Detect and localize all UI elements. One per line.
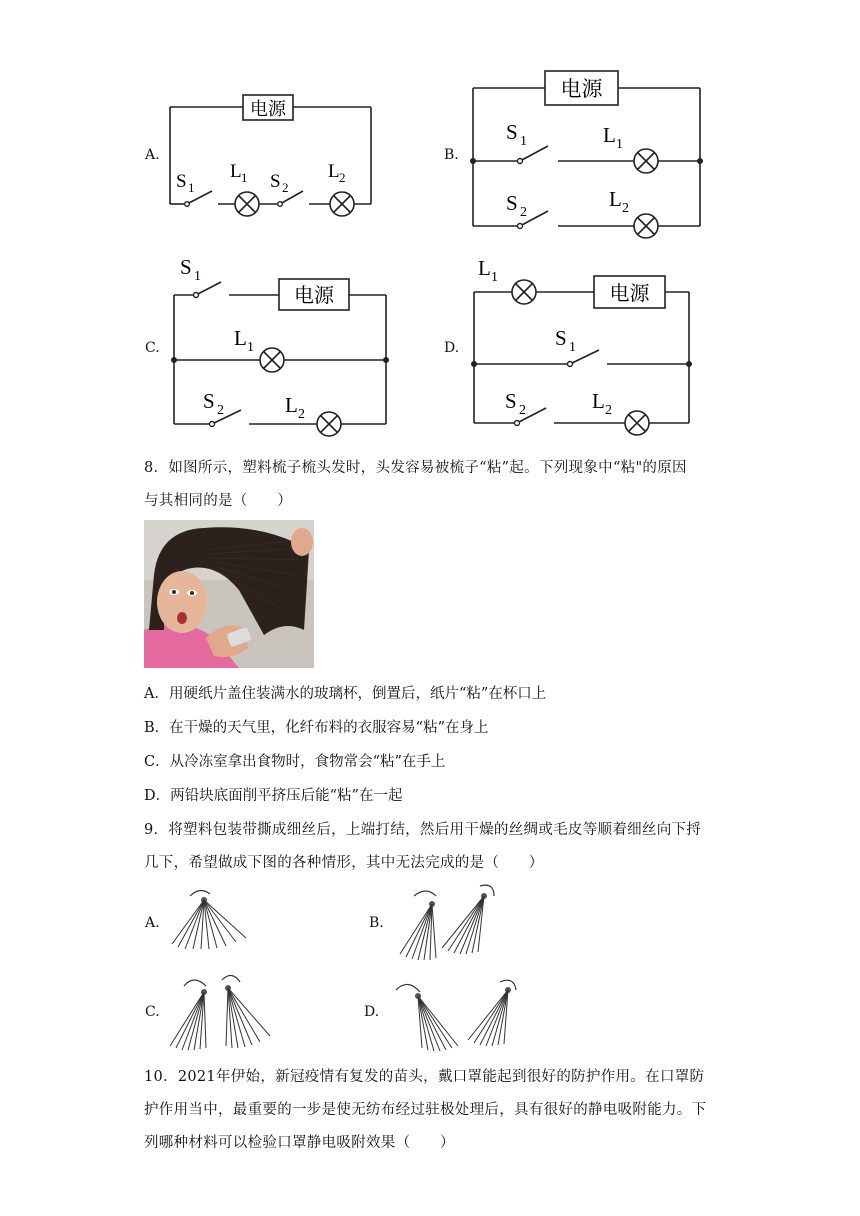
lamp-l2-icon bbox=[634, 214, 658, 238]
svg-text:2: 2 bbox=[519, 403, 526, 418]
q8-answer-b[interactable]: B．在干燥的天气里，化纤布料的衣服容易“粘”在身上 bbox=[144, 720, 489, 736]
svg-text:2: 2 bbox=[622, 201, 629, 216]
strand-figure-b bbox=[396, 882, 508, 962]
power-label: 电源 bbox=[250, 99, 286, 119]
lamp-l1-icon bbox=[260, 348, 284, 372]
svg-text:1: 1 bbox=[188, 180, 195, 195]
svg-text:S: S bbox=[203, 389, 215, 413]
option-c-label: C. bbox=[145, 340, 160, 356]
q9-text-line1: 9．将塑料包装带撕成细丝后，上端打结，然后用干燥的丝绸或毛皮等顺着细丝向下捋 bbox=[144, 822, 702, 838]
hair-comb-photo bbox=[144, 520, 314, 668]
circuit-diagram-a bbox=[160, 88, 390, 220]
q8-text-line2: 与其相同的是（ ） bbox=[144, 493, 292, 509]
svg-text:2: 2 bbox=[339, 170, 346, 185]
option-b-label: B. bbox=[444, 147, 459, 163]
option-d-label: D. bbox=[444, 340, 460, 356]
lamp-l2-icon bbox=[625, 411, 649, 435]
lamp-l2-icon bbox=[317, 412, 341, 436]
q9-option-c-label[interactable]: C. bbox=[145, 1004, 160, 1020]
svg-text:L: L bbox=[603, 123, 616, 147]
svg-text:1: 1 bbox=[616, 137, 623, 152]
q8-answer-d[interactable]: D．两铅块底面削平挤压后能“粘”在一起 bbox=[144, 788, 403, 804]
svg-text:2: 2 bbox=[520, 205, 527, 220]
svg-text:S: S bbox=[180, 255, 192, 279]
svg-text:2: 2 bbox=[605, 403, 612, 418]
svg-text:S: S bbox=[505, 389, 517, 413]
svg-text:L: L bbox=[230, 161, 242, 182]
q9-option-b-label[interactable]: B. bbox=[369, 915, 384, 931]
svg-text:2: 2 bbox=[282, 180, 289, 195]
lamp-l2-icon bbox=[330, 192, 354, 216]
svg-text:L: L bbox=[609, 187, 622, 211]
circuit-diagram-c bbox=[163, 254, 398, 438]
q8-answer-a[interactable]: A．用硬纸片盖住装满水的玻璃杯，倒置后，纸片“粘”在杯口上 bbox=[144, 686, 547, 702]
q10-text-line1: 10．2021年伊始，新冠疫情有复发的苗头，戴口罩能起到很好的防护作用。在口罩防 bbox=[144, 1069, 705, 1085]
circuit-diagram-d bbox=[464, 255, 704, 438]
q9-text-line2: 几下，希望做成下图的各种情形，其中无法完成的是（ ） bbox=[144, 855, 544, 871]
svg-text:S: S bbox=[270, 171, 281, 192]
strand-figure-c bbox=[166, 970, 278, 1052]
svg-text:1: 1 bbox=[520, 134, 527, 149]
q9-option-d-label[interactable]: D. bbox=[364, 1004, 380, 1020]
svg-text:S: S bbox=[555, 326, 567, 350]
svg-text:2: 2 bbox=[217, 403, 224, 418]
svg-text:L: L bbox=[592, 389, 605, 413]
q10-text-line2: 护作用当中，最重要的一步是使无纺布经过驻极处理后，具有很好的静电吸附能力。下 bbox=[144, 1102, 707, 1118]
lamp-l1-icon bbox=[634, 149, 658, 173]
svg-text:电源: 电源 bbox=[560, 77, 603, 101]
svg-text:2: 2 bbox=[298, 407, 305, 422]
strand-figure-d bbox=[392, 976, 526, 1054]
svg-text:1: 1 bbox=[241, 170, 248, 185]
svg-text:1: 1 bbox=[569, 340, 576, 355]
svg-text:S: S bbox=[506, 120, 518, 144]
svg-text:L: L bbox=[234, 326, 247, 350]
svg-text:电源: 电源 bbox=[609, 283, 650, 305]
circuit-diagram-b bbox=[462, 66, 712, 244]
lamp-l1-icon bbox=[235, 192, 259, 216]
q9-option-a-label[interactable]: A. bbox=[145, 915, 160, 931]
svg-text:电源: 电源 bbox=[294, 285, 334, 307]
lamp-l1-icon bbox=[512, 280, 536, 304]
strand-figure-a bbox=[168, 884, 252, 950]
q10-text-line3: 列哪种材料可以检验口罩静电吸附效果（ ） bbox=[144, 1135, 455, 1151]
svg-text:1: 1 bbox=[491, 270, 498, 285]
svg-text:S: S bbox=[506, 191, 518, 215]
svg-text:S: S bbox=[176, 171, 187, 192]
svg-text:1: 1 bbox=[247, 340, 254, 355]
q8-answer-c[interactable]: C．从冷冻室拿出食物时，食物常会“粘”在手上 bbox=[144, 754, 446, 770]
svg-text:L: L bbox=[328, 161, 340, 182]
svg-text:L: L bbox=[285, 393, 298, 417]
svg-text:1: 1 bbox=[194, 269, 201, 284]
option-a-label: A. bbox=[145, 147, 160, 163]
svg-text:L: L bbox=[478, 256, 491, 280]
q8-text-line1: 8．如图所示，塑料梳子梳头发时，头发容易被梳子“粘”起。下列现象中“粘"的原因 bbox=[144, 460, 687, 476]
